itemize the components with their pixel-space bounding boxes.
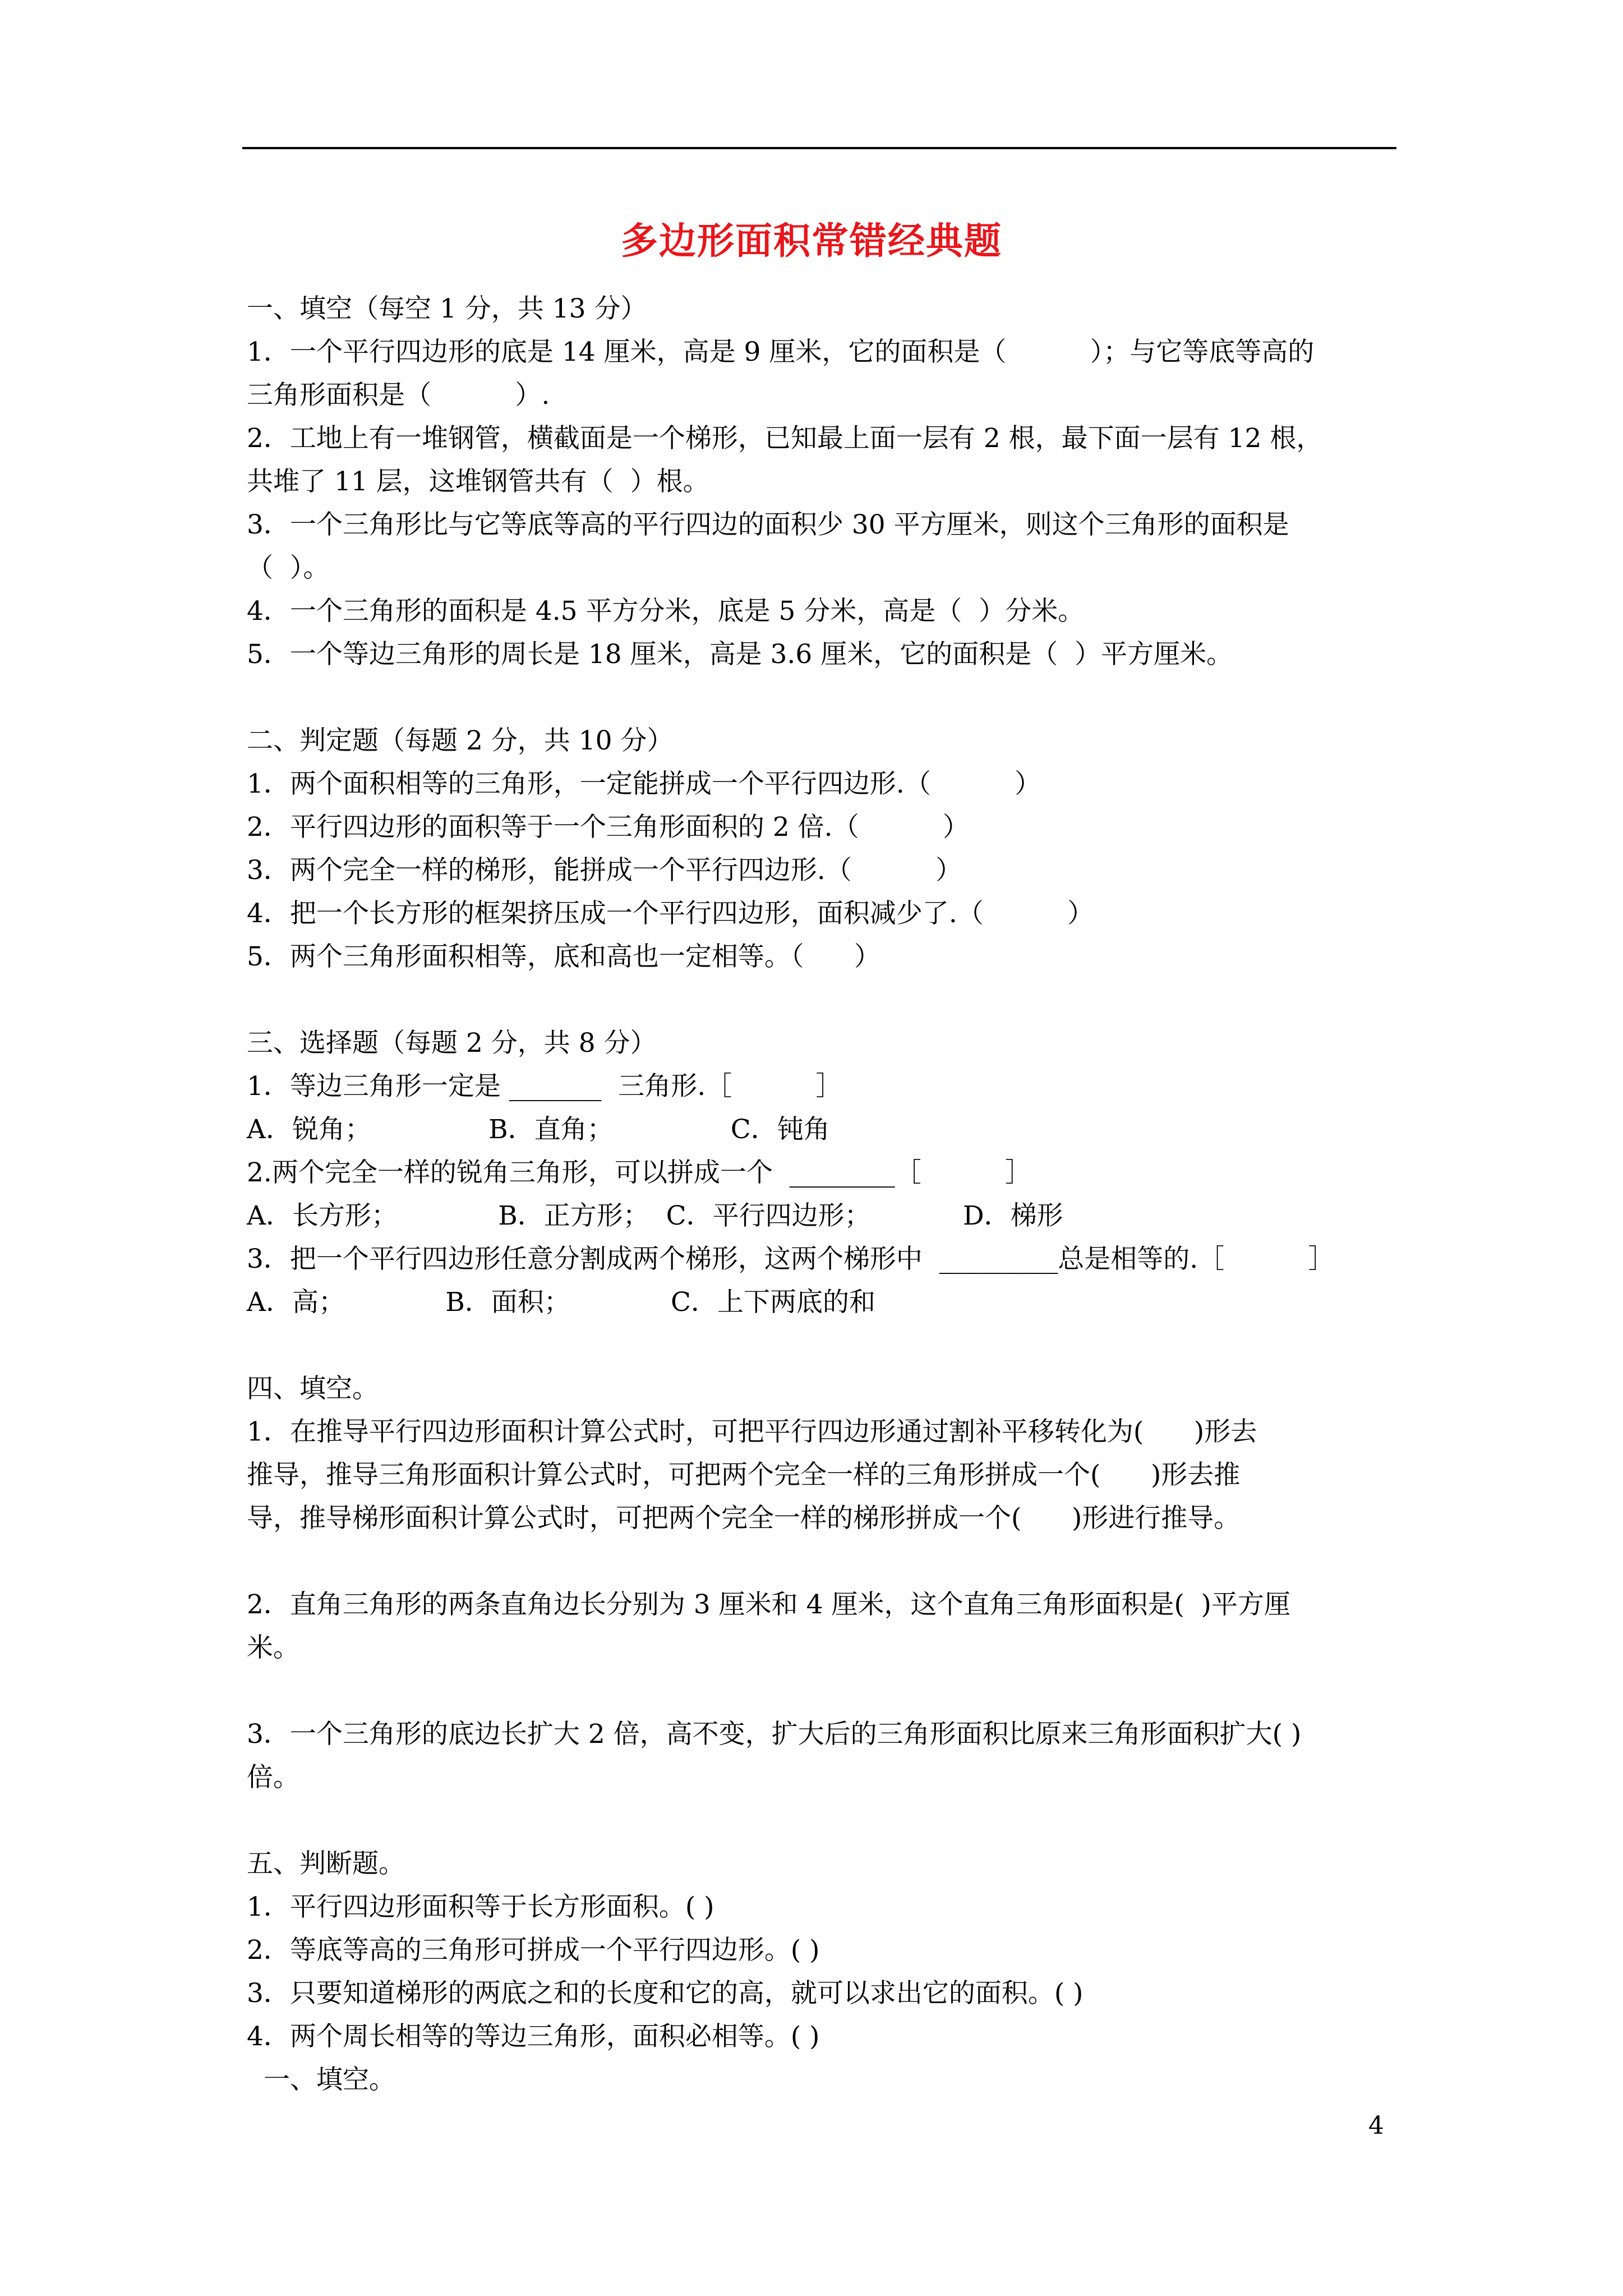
- trailing-section-heading: 一、填空。: [264, 2064, 395, 2095]
- option-line: A．高； B．面积； C．上下两底的和: [247, 1287, 875, 1318]
- question-line: 5．一个等边三角形的周长是 18 厘米，高是 3.6 厘米，它的面积是（ ）平方厘米。: [247, 639, 1233, 670]
- spacer: [247, 978, 1419, 1022]
- question-line: 导，推导梯形面积计算公式时，可把两个完全一样的梯形拼成一个( )形进行推导。: [247, 1503, 1241, 1534]
- section-heading-2: 二、判定题（每题 2 分，共 10 分）: [247, 725, 674, 756]
- question-line: 共堆了 11 层，这堆钢管共有（ ）根。: [247, 466, 709, 497]
- spacer: [247, 1799, 1419, 1842]
- header-rule: [242, 147, 1396, 149]
- page-number: 4: [1368, 2111, 1384, 2140]
- question-line: 2．等底等高的三角形可拼成一个平行四边形。( ): [247, 1935, 820, 1966]
- question-line: （ ）。: [247, 553, 330, 583]
- question-line: 3．一个三角形比与它等底等高的平行四边的面积少 30 平方厘米，则这个三角形的面积是: [247, 509, 1289, 540]
- spacer: [247, 1324, 1419, 1367]
- question-line: 4．两个周长相等的等边三角形，面积必相等。( ): [247, 2021, 820, 2052]
- question-line: 1．两个面积相等的三角形，一定能拼成一个平行四边形.（ ）: [247, 769, 1041, 799]
- question-line: 1．在推导平行四边形面积计算公式时，可把平行四边形通过割补平移转化为( )形去: [247, 1416, 1257, 1447]
- question-line: 2.两个完全一样的锐角三角形，可以拼成一个 ________［ ］: [247, 1157, 1032, 1188]
- question-line: 5．两个三角形面积相等，底和高也一定相等。（ ）: [247, 941, 881, 972]
- option-line: A．锐角； B．直角； C．钝角: [247, 1114, 830, 1145]
- section-heading-4: 四、填空。: [247, 1373, 379, 1404]
- question-line: 三角形面积是（ ）.: [247, 380, 550, 411]
- question-line: 推导，推导三角形面积计算公式时，可把两个完全一样的三角形拼成一个( )形去推: [247, 1460, 1241, 1490]
- option-line: A．长方形； B．正方形； C．平行四边形； D．梯形: [247, 1200, 1063, 1231]
- question-line: 3．一个三角形的底边长扩大 2 倍，高不变，扩大后的三角形面积比原来三角形面积扩大( ): [247, 1719, 1302, 1750]
- question-line: 4．把一个长方形的框架挤压成一个平行四边形，面积减少了.（ ）: [247, 898, 1094, 929]
- spacer: [247, 1669, 1419, 1713]
- question-line: 2．直角三角形的两条直角边长分别为 3 厘米和 4 厘米，这个直角三角形面积是( )平方厘: [247, 1589, 1291, 1620]
- question-line: 2．工地上有一堆钢管，横截面是一个梯形，已知最上面一层有 2 根，最下面一层有 12 根，: [247, 423, 1323, 454]
- question-line: 3．两个完全一样的梯形，能拼成一个平行四边形.（ ）: [247, 855, 962, 886]
- section-heading-3: 三、选择题（每题 2 分，共 8 分）: [247, 1028, 657, 1059]
- question-line: 1．一个平行四边形的底是 14 厘米，高是 9 厘米，它的面积是（ ）；与它等底等高的: [247, 337, 1315, 367]
- question-line: 米。: [247, 1632, 299, 1663]
- spacer: [247, 676, 1419, 719]
- question-body: [247, 287, 1419, 2101]
- section-heading-1: 一、填空（每空 1 分，共 13 分）: [247, 293, 647, 324]
- spacer: [247, 1540, 1419, 1583]
- question-line: 倍。: [247, 1762, 299, 1793]
- question-line: 3．只要知道梯形的两底之和的长度和它的高，就可以求出它的面积。( ): [247, 1978, 1083, 2009]
- question-line: 1．等边三角形一定是 _______ 三角形.［ ］: [247, 1071, 842, 1102]
- question-line: 2．平行四边形的面积等于一个三角形面积的 2 倍.（ ）: [247, 812, 970, 843]
- page-title: 多边形面积常错经典题: [621, 219, 1002, 263]
- question-line: 1．平行四边形面积等于长方形面积。( ): [247, 1892, 714, 1922]
- question-line: 3．把一个平行四边形任意分割成两个梯形，这两个梯形中 _________总是相等的.［ ］: [247, 1244, 1335, 1274]
- section-heading-5: 五、判断题。: [247, 1848, 405, 1879]
- question-line: 4．一个三角形的面积是 4.5 平方分米，底是 5 分米，高是（ ）分米。: [247, 596, 1085, 627]
